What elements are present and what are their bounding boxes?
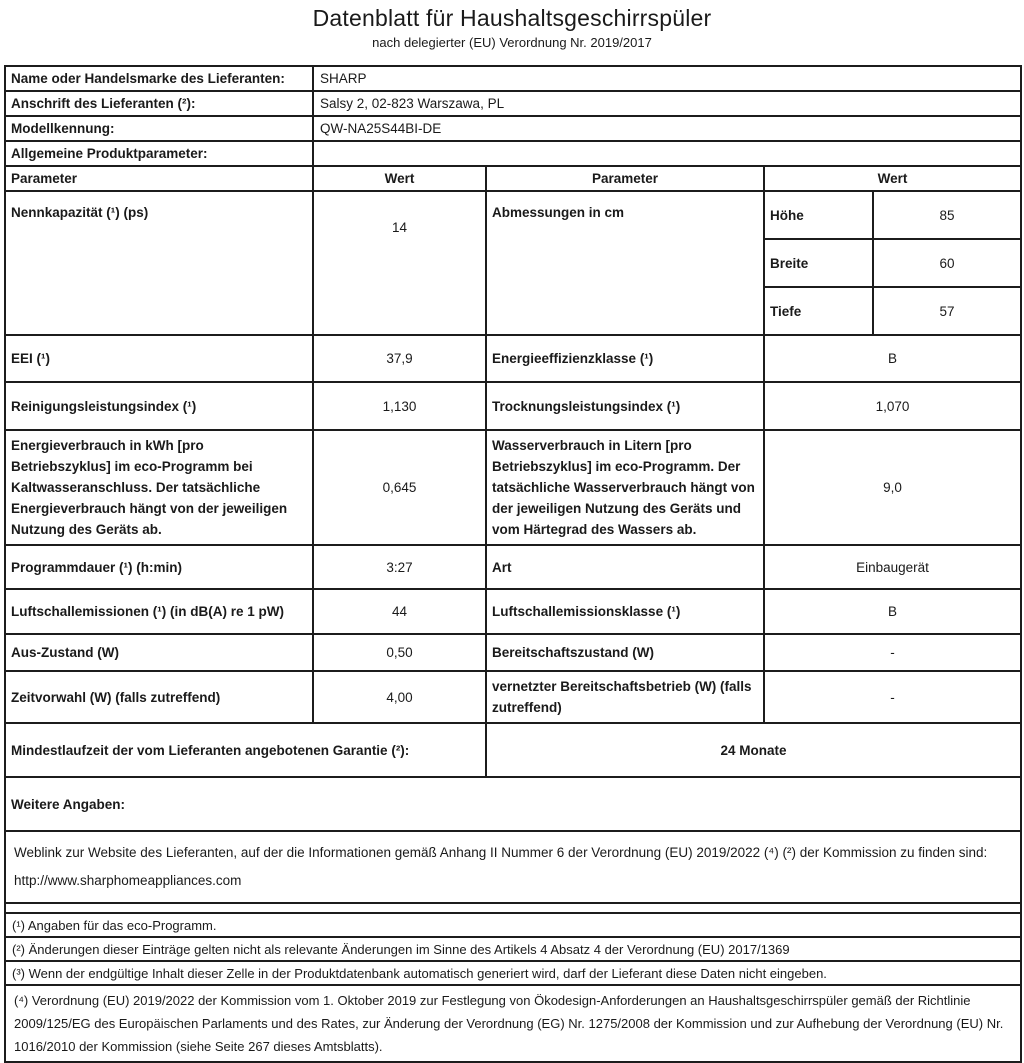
spacer-cell <box>5 903 1021 913</box>
param-label: Art <box>486 545 764 589</box>
further-info-label: Weitere Angaben: <box>5 777 1021 831</box>
off-mode-row <box>5 634 1021 671</box>
param-label: Wasserverbrauch in Litern [pro Betriebszyklus] im eco-Programm. Der tatsächliche Wasserverbrauch hängt von der jeweiligen Nutzung des Geräts und vom Härtegrad des Wassers ab. <box>486 430 764 545</box>
dimension-name: Breite <box>764 239 873 287</box>
param-value: 44 <box>313 589 486 634</box>
supplier-label: Allgemeine Produktparameter: <box>5 141 313 166</box>
eei-row <box>5 335 1021 382</box>
param-label: Programmdauer (¹) (h:min) <box>5 545 313 589</box>
param-label: Zeitvorwahl (W) (falls zutreffend) <box>5 671 313 723</box>
param-label: EEI (¹) <box>5 335 313 382</box>
param-label: Aus-Zustand (W) <box>5 634 313 671</box>
param-value: 14 <box>313 191 486 335</box>
param-value: 1,070 <box>764 382 1021 430</box>
spacer-row <box>5 903 1021 913</box>
supplier-value <box>313 141 1021 166</box>
param-value: 9,0 <box>764 430 1021 545</box>
footnote-text: (¹) Angaben für das eco-Programm. <box>5 913 1021 937</box>
param-value: 0,645 <box>313 430 486 545</box>
grid-header-parameter-left: Parameter <box>5 166 313 191</box>
weblink-row <box>5 831 1021 903</box>
param-value: 0,50 <box>313 634 486 671</box>
guarantee-value: 24 Monate <box>486 723 1021 777</box>
param-value: - <box>764 634 1021 671</box>
param-value: B <box>764 589 1021 634</box>
param-label: Bereitschaftszustand (W) <box>486 634 764 671</box>
grid-header-parameter-right: Parameter <box>486 166 764 191</box>
further-info-row <box>5 777 1021 831</box>
param-label: Energieverbrauch in kWh [pro Betriebszyklus] im eco-Programm bei Kaltwasseranschluss. Der tatsächliche Energieverbrauch hängt von der jeweiligen Nutzung des Geräts ab. <box>5 430 313 545</box>
guarantee-row <box>5 723 1021 777</box>
page-title: Datenblatt für Haushaltsgeschirrspüler <box>312 5 712 31</box>
footnote-row <box>5 961 1021 985</box>
dimension-name: Tiefe <box>764 287 873 335</box>
dimension-value: 60 <box>873 239 1021 287</box>
param-label: Trocknungsleistungsindex (¹) <box>486 382 764 430</box>
param-label: Luftschallemissionen (¹) (in dB(A) re 1 pW) <box>5 589 313 634</box>
param-value: 3:27 <box>313 545 486 589</box>
guarantee-label: Mindestlaufzeit der vom Lieferanten angebotenen Garantie (²): <box>5 723 486 777</box>
supplier-value: SHARP <box>313 66 1021 91</box>
supplier-label: Anschrift des Lieferanten (²): <box>5 91 313 116</box>
footnote-text: (³) Wenn der endgültige Inhalt dieser Zelle in der Produktdatenbank automatisch generiert wird, darf der Lieferant diese Daten nicht eingeben. <box>5 961 1021 985</box>
noise-row <box>5 589 1021 634</box>
supplier-label: Name oder Handelsmarke des Lieferanten: <box>5 66 313 91</box>
datasheet-page <box>0 5 1024 1054</box>
grid-header-row <box>5 166 1021 191</box>
weblink-text: Weblink zur Website des Lieferanten, auf der die Informationen gemäß Anhang II Nummer 6 der Verordnung (EU) 2019/2022 (⁴) (²) der Kommission zu finden sind: http://www.sharphomeappliances.com <box>5 831 1021 903</box>
dimension-value: 57 <box>873 287 1021 335</box>
grid-header-wert-left: Wert <box>313 166 486 191</box>
cleaning-index-row <box>5 382 1021 430</box>
param-label: Luftschallemissionsklasse (¹) <box>486 589 764 634</box>
param-value: 37,9 <box>313 335 486 382</box>
supplier-value: Salsy 2, 02-823 Warszawa, PL <box>313 91 1021 116</box>
param-value: B <box>764 335 1021 382</box>
capacity-dimensions-row <box>5 191 1021 239</box>
page-subtitle: nach delegierter (EU) Verordnung Nr. 2019/2017 <box>372 35 652 50</box>
model-id-row <box>5 116 1021 141</box>
supplier-address-row <box>5 91 1021 116</box>
param-label: vernetzter Bereitschaftsbetrieb (W) (falls zutreffend) <box>486 671 764 723</box>
param-value: 4,00 <box>313 671 486 723</box>
footnote-row <box>5 913 1021 937</box>
grid-header-wert-right: Wert <box>764 166 1021 191</box>
energy-water-row <box>5 430 1021 545</box>
general-parameters-row <box>5 141 1021 166</box>
param-value: 1,130 <box>313 382 486 430</box>
param-value: Einbaugerät <box>764 545 1021 589</box>
param-label: Abmessungen in cm <box>486 191 764 335</box>
supplier-name-row <box>5 66 1021 91</box>
footnote-row <box>5 937 1021 961</box>
program-duration-row <box>5 545 1021 589</box>
datasheet-table <box>4 65 1022 1063</box>
footnote-text: (²) Änderungen dieser Einträge gelten nicht als relevante Änderungen im Sinne des Artikels 4 Absatz 4 der Verordnung (EU) 2017/1369 <box>5 937 1021 961</box>
param-label: Energieeffizienzklasse (¹) <box>486 335 764 382</box>
dimension-value: 85 <box>873 191 1021 239</box>
supplier-label: Modellkennung: <box>5 116 313 141</box>
supplier-value: QW-NA25S44BI-DE <box>313 116 1021 141</box>
param-label: Reinigungsleistungsindex (¹) <box>5 382 313 430</box>
footnote-row <box>5 985 1021 1062</box>
footnote-text: (⁴) Verordnung (EU) 2019/2022 der Kommission vom 1. Oktober 2019 zur Festlegung von Ökodesign-Anforderungen an Haushaltsgeschirrspüler gemäß der Richtlinie 2009/125/EG des Europäischen Parlaments und des Rates, zur Änderung der Verordnung (EG) Nr. 1275/2008 der Kommission und zur Aufhebung der Verordnung (EU) Nr. 1016/2010 der Kommission (siehe Seite 267 dieses Amtsblatts). <box>5 985 1021 1062</box>
delay-start-row <box>5 671 1021 723</box>
param-value: - <box>764 671 1021 723</box>
dimension-name: Höhe <box>764 191 873 239</box>
param-label: Nennkapazität (¹) (ps) <box>5 191 313 335</box>
